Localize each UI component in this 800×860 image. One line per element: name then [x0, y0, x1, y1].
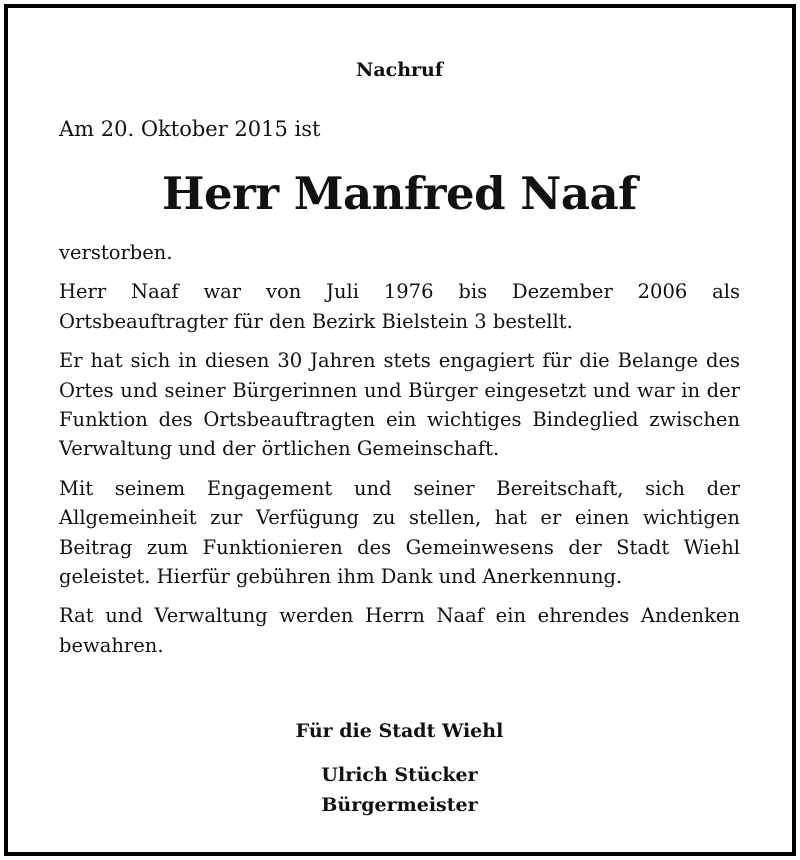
notice-heading: Nachruf [355, 59, 444, 81]
signature-name: Ulrich Stücker [321, 764, 478, 786]
notice-body [59, 238, 740, 670]
notice-frame [4, 4, 796, 856]
paragraph-engagement: Er hat sich in diesen 30 Jahren stets engagiert für die Belange des Ortes und seiner Bürgerinnen und Bürger eingesetzt und war in der Funktion des Ortsbeauftragten ein wichtiges Bindeglied zwischen Verwaltung und der örtlichen Gemeinschaft. [59, 349, 740, 461]
signature-organization: Für die Stadt Wiehl [295, 720, 504, 742]
signature-title: Bürgermeister [321, 794, 478, 816]
paragraph-remembrance: Rat und Verwaltung werden Herrn Naaf ein ehrendes Andenken bewahren. [59, 604, 740, 657]
deceased-name: Herr Manfred Naaf [161, 167, 638, 220]
paragraph-deceased: verstorben. [59, 241, 173, 264]
notice-intro: Am 20. Oktober 2015 ist [59, 117, 321, 141]
paragraph-appointment: Herr Naaf war von Juli 1976 bis Dezember 2006 als Ortsbeauftragter für den Bezirk Bielstein 3 bestellt. [59, 280, 740, 333]
signature-block [59, 716, 740, 820]
paragraph-contribution: Mit seinem Engagement und seiner Bereitschaft, sich der Allgemeinheit zur Verfügung zu stellen, hat er einen wichtigen Beitrag zum Funktionieren des Gemeinwesens der Stadt Wiehl geleistet. Hierfür gebühren ihm Dank und Anerkennung. [59, 476, 740, 589]
